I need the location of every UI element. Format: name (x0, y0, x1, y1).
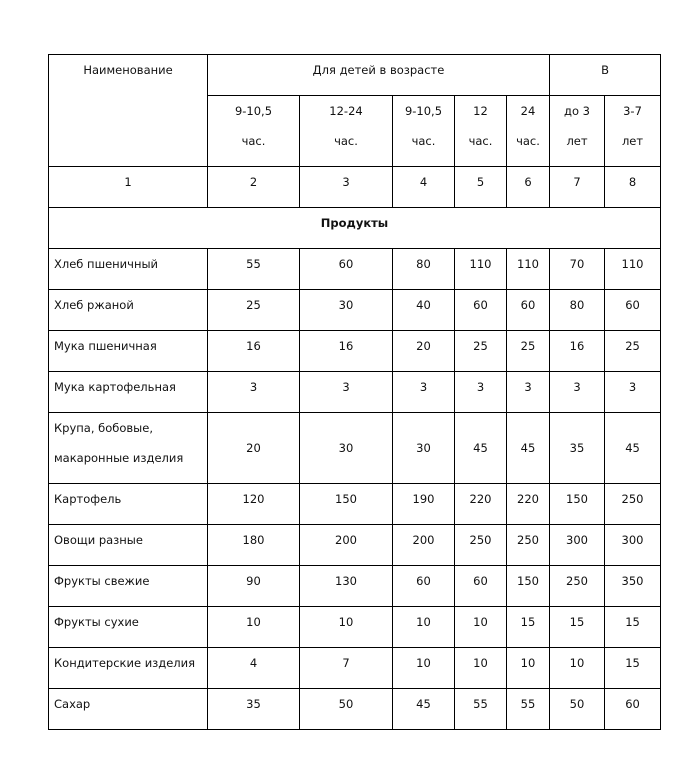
column-number: 7 (550, 167, 605, 208)
row-value: 60 (507, 290, 550, 331)
row-value: 3 (300, 372, 393, 413)
row-value: 80 (550, 290, 605, 331)
section-title: Продукты (49, 208, 661, 249)
row-value: 40 (393, 290, 455, 331)
column-number: 2 (208, 167, 300, 208)
subheader-cell: 12-24 час. (300, 96, 393, 167)
header-group2-cell (550, 55, 661, 96)
row-value: 55 (208, 249, 300, 290)
row-value: 30 (300, 290, 393, 331)
row-value: 220 (455, 484, 507, 525)
row-value: 10 (208, 607, 300, 648)
row-name: Мука картофельная (49, 372, 208, 413)
row-value: 250 (605, 484, 661, 525)
table-row (49, 689, 661, 730)
subheader-cell: 9-10,5 час. (393, 96, 455, 167)
row-value: 20 (208, 413, 300, 484)
row-value: 300 (605, 525, 661, 566)
row-name: Мука пшеничная (49, 331, 208, 372)
table-row (49, 372, 661, 413)
row-value: 10 (300, 607, 393, 648)
row-name: Хлеб пшеничный (49, 249, 208, 290)
row-value: 110 (455, 249, 507, 290)
row-value: 55 (507, 689, 550, 730)
row-value: 30 (300, 413, 393, 484)
table-row (49, 249, 661, 290)
row-value: 10 (393, 648, 455, 689)
row-value: 3 (208, 372, 300, 413)
row-value: 3 (393, 372, 455, 413)
row-value: 25 (605, 331, 661, 372)
food-norms-table (48, 54, 661, 730)
column-number: 4 (393, 167, 455, 208)
row-name: Картофель (49, 484, 208, 525)
subheader-cell: 3-7 лет (605, 96, 661, 167)
row-value: 16 (300, 331, 393, 372)
row-value: 3 (455, 372, 507, 413)
row-value: 16 (208, 331, 300, 372)
row-value: 150 (300, 484, 393, 525)
header-group-label: Для детей в возрасте (312, 63, 445, 77)
row-value: 150 (550, 484, 605, 525)
header-row (49, 55, 661, 96)
subheader-cell: 24 час. (507, 96, 550, 167)
table-row (49, 413, 661, 484)
row-value: 250 (550, 566, 605, 607)
row-value: 45 (507, 413, 550, 484)
table-row (49, 525, 661, 566)
table-row (49, 484, 661, 525)
row-value: 60 (300, 249, 393, 290)
row-value: 55 (455, 689, 507, 730)
table-row (49, 607, 661, 648)
row-value: 25 (455, 331, 507, 372)
row-value: 16 (550, 331, 605, 372)
row-value: 20 (393, 331, 455, 372)
row-name: Сахар (49, 689, 208, 730)
row-value: 7 (300, 648, 393, 689)
row-value: 10 (455, 607, 507, 648)
row-value: 3 (605, 372, 661, 413)
table-row (49, 331, 661, 372)
row-value: 130 (300, 566, 393, 607)
column-number: 6 (507, 167, 550, 208)
row-value: 110 (507, 249, 550, 290)
row-value: 15 (507, 607, 550, 648)
column-number: 5 (455, 167, 507, 208)
row-value: 10 (507, 648, 550, 689)
row-value: 200 (393, 525, 455, 566)
table-row (49, 648, 661, 689)
row-value: 50 (300, 689, 393, 730)
row-value: 250 (455, 525, 507, 566)
row-value: 10 (455, 648, 507, 689)
header-name-label: Наименование (83, 63, 173, 77)
row-value: 60 (455, 566, 507, 607)
row-value: 45 (605, 413, 661, 484)
row-value: 10 (393, 607, 455, 648)
subheader-cell: до 3 лет (550, 96, 605, 167)
row-value: 25 (208, 290, 300, 331)
row-value: 190 (393, 484, 455, 525)
row-value: 220 (507, 484, 550, 525)
row-value: 50 (550, 689, 605, 730)
row-value: 300 (550, 525, 605, 566)
row-value: 70 (550, 249, 605, 290)
row-value: 15 (605, 607, 661, 648)
row-value: 150 (507, 566, 550, 607)
row-name: Крупа, бобовые, макаронные изделия (49, 413, 208, 484)
row-value: 60 (393, 566, 455, 607)
row-value: 15 (605, 648, 661, 689)
table-row (49, 566, 661, 607)
column-number: 3 (300, 167, 393, 208)
row-value: 80 (393, 249, 455, 290)
subheader-cell: 12 час. (455, 96, 507, 167)
header-name-cell (49, 55, 208, 167)
row-value: 60 (605, 689, 661, 730)
row-value: 45 (393, 689, 455, 730)
row-value: 45 (455, 413, 507, 484)
row-value: 15 (550, 607, 605, 648)
row-value: 90 (208, 566, 300, 607)
column-number: 1 (49, 167, 208, 208)
header-group-cell (208, 55, 550, 96)
subheader-cell: 9-10,5 час. (208, 96, 300, 167)
row-value: 35 (208, 689, 300, 730)
row-value: 3 (550, 372, 605, 413)
row-name: Хлеб ржаной (49, 290, 208, 331)
column-number: 8 (605, 167, 661, 208)
column-number-row (49, 167, 661, 208)
row-value: 30 (393, 413, 455, 484)
row-value: 60 (455, 290, 507, 331)
row-name: Кондитерские изделия (49, 648, 208, 689)
row-value: 60 (605, 290, 661, 331)
row-value: 250 (507, 525, 550, 566)
row-value: 3 (507, 372, 550, 413)
row-name: Овощи разные (49, 525, 208, 566)
row-value: 120 (208, 484, 300, 525)
row-value: 4 (208, 648, 300, 689)
row-value: 200 (300, 525, 393, 566)
row-name: Фрукты свежие (49, 566, 208, 607)
row-value: 110 (605, 249, 661, 290)
row-value: 35 (550, 413, 605, 484)
row-name: Фрукты сухие (49, 607, 208, 648)
row-value: 180 (208, 525, 300, 566)
row-value: 10 (550, 648, 605, 689)
row-value: 350 (605, 566, 661, 607)
row-value: 25 (507, 331, 550, 372)
section-row (49, 208, 661, 249)
table-row (49, 290, 661, 331)
header-group2-label: В (601, 63, 609, 77)
